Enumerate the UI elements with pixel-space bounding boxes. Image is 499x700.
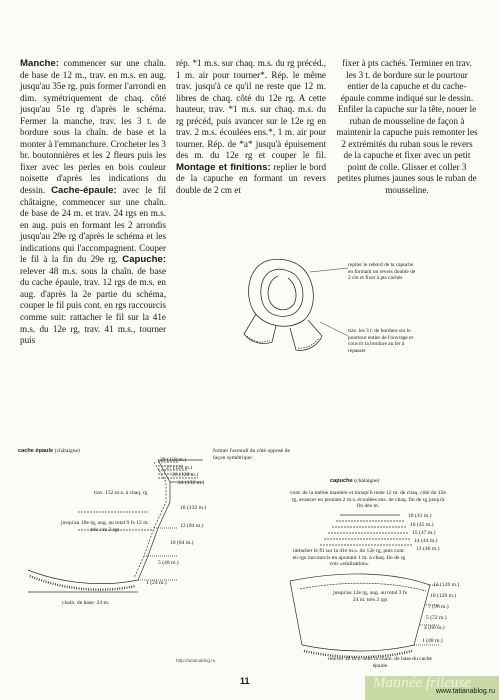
brand-title: Matinée frileuse xyxy=(373,675,471,691)
brand-banner xyxy=(365,676,499,700)
capuche-aug-note: jusqu'au 12e rg, aug. au total 3 fs 24 m. très 2 rgs xyxy=(333,590,407,603)
manche-heading: Manche: xyxy=(20,58,59,69)
text-column-3 xyxy=(336,58,478,197)
finitions-heading: Montage et finitions: xyxy=(176,161,271,173)
capuche-row-14: 14 (44 m.) xyxy=(414,538,438,544)
capuche-rattach-note: rattacher le fil sur la 41e m.s. du 12e rg, puis cont. en rgs raccourcis en ajoutant 1 m. à chaq. fin de rg voir «réalisation» xyxy=(292,548,406,568)
text-column-1 xyxy=(20,58,166,347)
capuche-schema-title: capuche (châtaigne) xyxy=(330,478,380,484)
cache-row-29: 29 (118 m.) xyxy=(160,457,187,463)
cache-row-18: 18 (132 m.) xyxy=(180,505,207,511)
brand-url: www.tatianablog.ru xyxy=(435,688,495,695)
capuche-relever-note: relever 48 m.s. sous la chaîn. de base du cache épaule xyxy=(327,656,433,669)
cache-row-27: 27 (126 m.) xyxy=(166,465,193,471)
manche-text: commencer sur une chaîn. de base de 12 m., trav. en m.s. en aug. jusqu'au 35e rg. puis former l'arrondi en dim. symétriquement de chaq. côté jusqu'au 51e rg d'après le schéma. Fermer la manche, trav. les 3 t. de bordure sous la chaîn. de base et la monter à l'emmanchure. Crocheter les 3 br. boutonnières et les 2 fleurs puis les fixer avec les perles en bois couleur noisette d'après les indications du dessin. xyxy=(20,58,166,196)
cache-epaule-text: avec le fil châtaigne, commencer sur une chaîn. de base de 24 m. et trav. 24 rgs en m.s. en aug. puis en formant les 2 arrondis jusqu'au 29e rg d'après le schéma et les indications qui l'accompagnent. Couper le fil à la fin du 29e rg. xyxy=(20,185,166,265)
cache-row-1: 1 (24 m.) xyxy=(146,580,167,586)
cache-row-5: 5 (48 m.) xyxy=(158,560,179,566)
hood-leader-lines xyxy=(300,262,350,362)
footer-url: http://tatianablog.ru xyxy=(176,658,216,663)
cache-epaule-schema-title: cache épaule (châtaigne) xyxy=(18,448,80,454)
col2-text: rép. *1 m.s. sur chaq. m.s. du rg précéd., 1 m. air pour tourner*. Rép. le même trav. jusqu'à ce qu'il ne reste que 12 m. libres de chaq. côté du 12e rg. A cette hauteur, trav. *1 m.s. sur chaq. m.s. du rg précéd, puis avancer sur le 12e rg en trav. 2 m.s. écoulées ens.*, 1 m. air pour tourner. Rép. de *a* jusqu'à épuisement des m. du 12e rg et couper le fil. xyxy=(176,58,326,161)
page-number: 11 xyxy=(240,676,250,686)
capuche-row-10: 10 (120 m.) xyxy=(430,593,457,599)
manche-paragraph xyxy=(20,58,166,347)
capuche-row-4: 4 (60 m.) xyxy=(424,625,445,631)
cache-aug-note: jusqu'au 18e rg, aug. au total 9 fs 12 m. très ces 2 rgs xyxy=(61,520,149,533)
capuche-row-16: 16 (45 m.) xyxy=(410,522,434,528)
cache-epaule-heading: Cache-épaule: xyxy=(51,185,117,197)
cache-row-13: 13 (84 m.) xyxy=(180,523,204,529)
col3-text: fixer à pts cachés. Terminer en trav. les 3 t. de bordure sur le pourtour entier de la capuche et du cache-épaule comme indiqué sur le dessin. Enfiler la capuche sur la tête, nouer le ruban de mousseline de façon à maintenir la capuche puis remonter les 2 extrémités du ruban sous le revers de la capuche et fixer avec un petit point de colle. Glisser et coller 3 petites plumes jaunes sous le ruban de mousseline. xyxy=(336,58,478,196)
cache-note-top: former l'arrondi du côté opposé de façon symétrique xyxy=(213,448,290,461)
capuche-cont-note: cont. de la même manière et lorsqu'il reste 12 m. de chaq. côté du 12e rg, avancer en prenant 2 m.s. écoulées ens. de chaq. fin de rg jusqu'à fin des m. xyxy=(290,490,446,510)
capuche-heading: Capuche: xyxy=(122,254,167,266)
cache-row-26: 26 (128 m.) xyxy=(172,472,199,478)
col2-paragraph xyxy=(176,58,326,197)
finitions-text: replier le bord de la capuche en formant un revers double de 2 cm et xyxy=(176,161,327,196)
hood-note-fold: replier le rebord de la capuche en formant un revers double de 2 cm et fixer à pts cachés xyxy=(348,262,416,282)
cache-trav-note: trav. 132 m.s. à chaq. rg xyxy=(94,490,148,496)
capuche-row-12: 12 (120 m.) xyxy=(433,582,460,588)
capuche-row-13: 13 (46 m.) xyxy=(416,546,440,552)
cache-row-24: 24 (132 m.) xyxy=(178,480,205,486)
cache-row-10: 10 (84 m.) xyxy=(170,540,194,546)
text-column-2 xyxy=(176,58,326,197)
capuche-row-18: 18 (41 m.) xyxy=(408,513,432,519)
cache-base-note: chaîn. de base: 24 m. xyxy=(62,600,110,606)
capuche-text: relever 48 m.s. sous la chaîn. de base du cache épaule, trav. 12 rgs de m.s. en aug. d'après la 2e partie du schéma, couper le fil puis cont. en rgs raccourcis comme suit: rattacher le fil sur la 41e m.s. du 12e rg, trav. 41 m.s., tourner puis xyxy=(20,265,166,346)
hood-note-border: trav. les 3 t. de bordure sur le pourtour entier de l'ouvrage et couvrir la bordure au fer à repasser xyxy=(348,328,414,354)
capuche-row-5: 5 (72 m.) xyxy=(426,615,447,621)
capuche-row-1: 1 (48 m.) xyxy=(422,638,443,644)
capuche-row-7: 7 (96 m.) xyxy=(428,604,449,610)
capuche-row-15: 15 (47 m.) xyxy=(412,530,436,536)
